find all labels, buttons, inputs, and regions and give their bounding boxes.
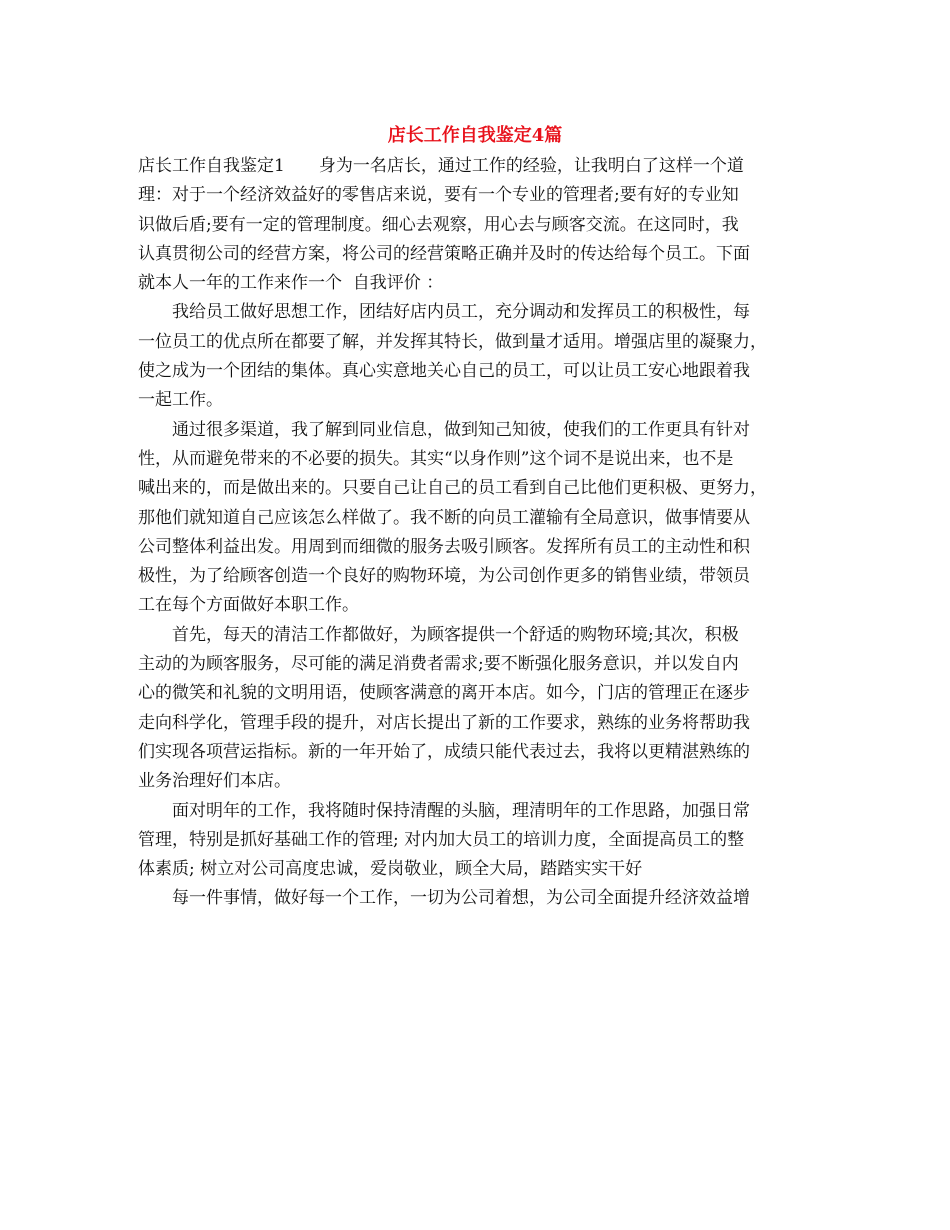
text-line: 工在每个方面做好本职工作。	[138, 595, 359, 616]
document-body	[138, 152, 814, 914]
document-title: 店长工作自我鉴定4篇	[387, 125, 563, 146]
text-line: 首先，每天的清洁工作都做好，为顾客提供一个舒适的购物环境;其次，积极	[138, 624, 739, 645]
text-line: 每一件事情，做好每一个工作，一切为公司着想，为公司全面提升经济效益增	[138, 888, 750, 909]
text-line: 理：对于一个经济效益好的零售店来说，要有一个专业的管理者;要有好的专业知	[138, 185, 739, 206]
text-line: 公司整体利益出发。用周到而细微的服务去吸引顾客。发挥所有员工的主动性和积	[138, 536, 750, 557]
text-line: 就本人一年的工作来作一个 自我评价 ：	[138, 273, 444, 294]
text-line: 使之成为一个团结的集体。真心实意地关心自己的员工，可以让员工安心地跟着我	[138, 361, 750, 382]
text-line: 那他们就知道自己应该怎么样做了。我不断的向员工灌输有全局意识，做事情要从	[138, 507, 750, 528]
text-line: 识做后盾;要有一定的管理制度。细心去观察，用心去与顾客交流。在这同时，我	[138, 214, 739, 235]
text-line: 业务治理好们本店。	[138, 771, 291, 792]
text-line: 们实现各项营运指标。新的一年开始了，成绩只能代表过去，我将以更精湛熟练的	[138, 741, 750, 762]
text-line: 走向科学化，管理手段的提升，对店长提出了新的工作要求，熟练的业务将帮助我	[138, 712, 750, 733]
text-line: 一起工作。	[138, 390, 223, 411]
text-line: 通过很多渠道，我了解到同业信息，做到知己知彼，使我们的工作更具有针对	[138, 419, 750, 440]
text-line: 我给员工做好思想工作，团结好店内员工，充分调动和发挥员工的积极性，每	[138, 302, 750, 323]
text-line: 管理，特别是抓好基础工作的管理; 对内加大员工的培训力度，全面提高员工的整	[138, 829, 745, 850]
text-line: 一位员工的优点所在都要了解，并发挥其特长，做到量才适用。增强店里的凝聚力，	[138, 331, 767, 352]
text-line: 性，从而避免带来的不必要的损失。其实“以身作则”这个词不是说出来，也不是	[138, 448, 734, 469]
text-line: 主动的为顾客服务，尽可能的满足消费者需求;要不断强化服务意识，并以发自内	[138, 654, 739, 675]
text-line: 极性，为了给顾客创造一个良好的购物环境，为公司创作更多的销售业绩，带领员	[138, 566, 750, 587]
text-line: 认真贯彻公司的经营方案，将公司的经营策略正确并及时的传达给每个员工。下面	[138, 243, 750, 264]
text-line: 面对明年的工作，我将随时保持清醒的头脑，理清明年的工作思路，加强日常	[138, 800, 750, 821]
text-line: 喊出来的，而是做出来的。只要自己让自己的员工看到自己比他们更积极、更努力，	[138, 478, 767, 499]
text-line: 心的微笑和礼貌的文明用语，使顾客满意的离开本店。如今，门店的管理正在逐步	[138, 683, 750, 704]
text-line: 店长工作自我鉴定1 身为一名店长，通过工作的经验，让我明白了这样一个道	[138, 156, 744, 176]
text-line: 体素质; 树立对公司高度忠诚，爱岗敬业，顾全大局，踏踏实实干好	[138, 859, 643, 880]
